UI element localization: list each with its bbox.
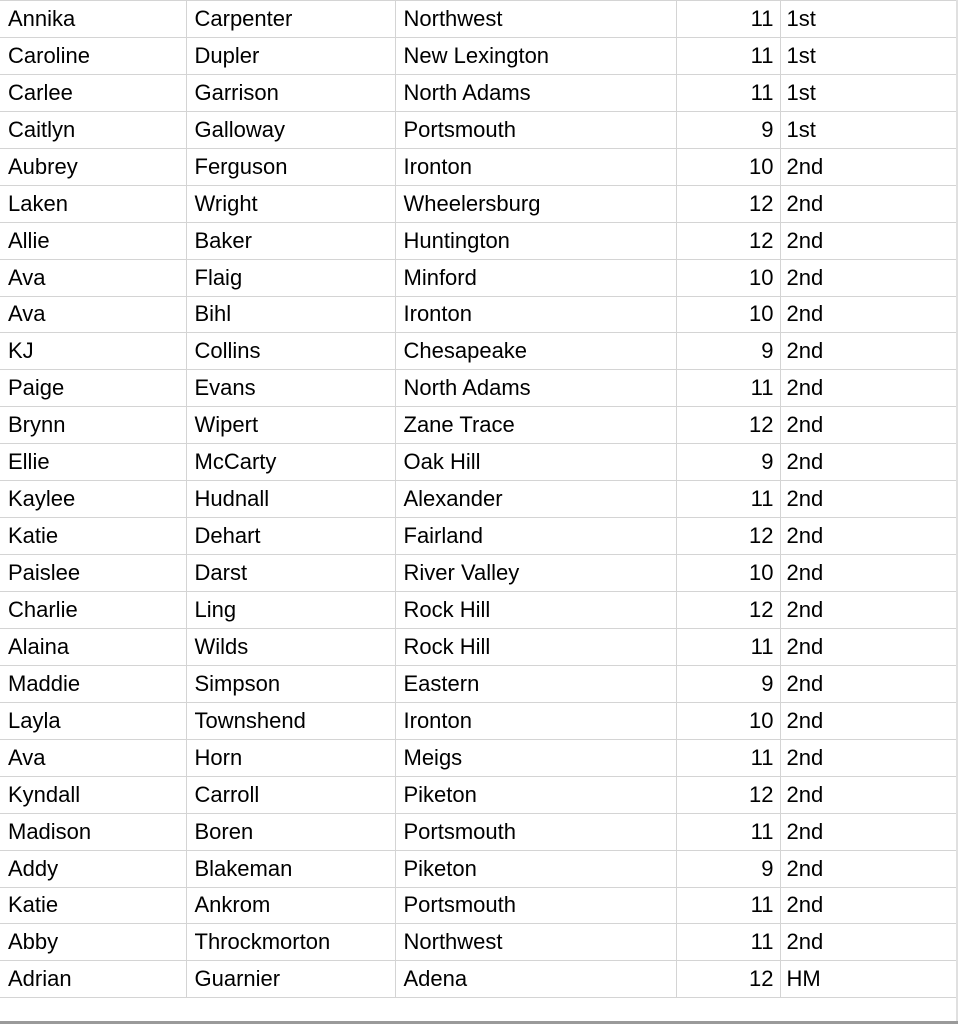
cell-first-name[interactable]: Paige <box>0 370 186 407</box>
cell-last-name[interactable]: Collins <box>186 333 395 370</box>
cell-first-name[interactable]: Maddie <box>0 665 186 702</box>
cell-last-name[interactable]: Boren <box>186 813 395 850</box>
cell-place[interactable]: 2nd <box>780 518 958 555</box>
cell-last-name[interactable]: Ferguson <box>186 148 395 185</box>
cell-school[interactable]: Oak Hill <box>395 444 676 481</box>
cell-first-name[interactable]: Ellie <box>0 444 186 481</box>
cell-grade[interactable]: 9 <box>676 111 780 148</box>
cell-grade[interactable]: 11 <box>676 481 780 518</box>
cell-first-name[interactable]: Allie <box>0 222 186 259</box>
table-row <box>0 37 958 74</box>
cell-first-name[interactable]: Ava <box>0 296 186 333</box>
cell-last-name[interactable]: Darst <box>186 555 395 592</box>
cell-school[interactable]: Piketon <box>395 776 676 813</box>
cell-last-name[interactable]: Wipert <box>186 407 395 444</box>
cell-grade[interactable]: 12 <box>676 592 780 629</box>
cell-school[interactable]: Alexander <box>395 481 676 518</box>
cell-grade[interactable]: 10 <box>676 555 780 592</box>
cell-place[interactable]: 2nd <box>780 296 958 333</box>
cell-place[interactable]: 2nd <box>780 887 958 924</box>
cell-place[interactable]: 2nd <box>780 776 958 813</box>
cell-place[interactable]: 2nd <box>780 813 958 850</box>
cell-last-name[interactable]: Baker <box>186 222 395 259</box>
table-row <box>0 555 958 592</box>
cell-last-name[interactable]: Wright <box>186 185 395 222</box>
table-row <box>0 776 958 813</box>
cell-school[interactable]: Fairland <box>395 518 676 555</box>
cell-first-name[interactable]: Addy <box>0 850 186 887</box>
cell-first-name[interactable]: Layla <box>0 702 186 739</box>
cell-first-name[interactable]: Annika <box>0 1 186 38</box>
cell-place[interactable]: HM <box>780 961 958 998</box>
cell-last-name[interactable]: Dehart <box>186 518 395 555</box>
cell-grade[interactable]: 10 <box>676 296 780 333</box>
cell-last-name[interactable]: Galloway <box>186 111 395 148</box>
cell-school[interactable]: Huntington <box>395 222 676 259</box>
cell-first-name[interactable]: Adrian <box>0 961 186 998</box>
cell-last-name[interactable]: Horn <box>186 739 395 776</box>
cell-grade[interactable]: 12 <box>676 961 780 998</box>
cell-last-name[interactable]: Blakeman <box>186 850 395 887</box>
cell-place[interactable]: 2nd <box>780 222 958 259</box>
cell-place[interactable]: 2nd <box>780 628 958 665</box>
cell-school[interactable]: River Valley <box>395 555 676 592</box>
table-row <box>0 702 958 739</box>
table-row <box>0 1 958 38</box>
cell-place[interactable]: 2nd <box>780 592 958 629</box>
cell-last-name[interactable]: Ling <box>186 592 395 629</box>
cell-first-name[interactable]: Caroline <box>0 37 186 74</box>
cell-last-name[interactable]: Carpenter <box>186 1 395 38</box>
cell-place[interactable]: 2nd <box>780 185 958 222</box>
table-row <box>0 961 958 998</box>
table-row <box>0 665 958 702</box>
cell-place[interactable]: 2nd <box>780 702 958 739</box>
cell-first-name[interactable]: Katie <box>0 518 186 555</box>
cell-last-name[interactable]: Garrison <box>186 74 395 111</box>
table-row <box>0 111 958 148</box>
table-row <box>0 887 958 924</box>
cell-school[interactable]: Rock Hill <box>395 628 676 665</box>
table-row <box>0 592 958 629</box>
cell-school[interactable]: Eastern <box>395 665 676 702</box>
cell-first-name[interactable]: Brynn <box>0 407 186 444</box>
table-row <box>0 333 958 370</box>
cell-place[interactable]: 2nd <box>780 259 958 296</box>
cell-grade[interactable]: 11 <box>676 813 780 850</box>
cell-first-name[interactable]: Caitlyn <box>0 111 186 148</box>
cell-place[interactable]: 1st <box>780 37 958 74</box>
table-row <box>0 222 958 259</box>
cell-place[interactable]: 2nd <box>780 924 958 961</box>
cell-place[interactable]: 2nd <box>780 370 958 407</box>
cell-school[interactable]: Zane Trace <box>395 407 676 444</box>
cell-school[interactable]: Wheelersburg <box>395 185 676 222</box>
table-body <box>0 1 958 998</box>
cell-grade[interactable]: 11 <box>676 370 780 407</box>
cell-grade[interactable]: 11 <box>676 1 780 38</box>
cell-last-name[interactable]: Townshend <box>186 702 395 739</box>
cell-place[interactable]: 2nd <box>780 665 958 702</box>
cell-place[interactable]: 2nd <box>780 850 958 887</box>
cell-first-name[interactable]: Paislee <box>0 555 186 592</box>
cell-school[interactable]: Portsmouth <box>395 887 676 924</box>
cell-grade[interactable]: 12 <box>676 776 780 813</box>
cell-school[interactable]: Ironton <box>395 702 676 739</box>
cell-grade[interactable]: 10 <box>676 259 780 296</box>
table-row <box>0 74 958 111</box>
cell-first-name[interactable]: Alaina <box>0 628 186 665</box>
cell-first-name[interactable]: KJ <box>0 333 186 370</box>
table-row <box>0 407 958 444</box>
cell-school[interactable]: North Adams <box>395 74 676 111</box>
cell-place[interactable]: 2nd <box>780 739 958 776</box>
cell-grade[interactable]: 11 <box>676 37 780 74</box>
cell-grade[interactable]: 11 <box>676 628 780 665</box>
cell-school[interactable]: Minford <box>395 259 676 296</box>
cell-place[interactable]: 2nd <box>780 333 958 370</box>
cell-grade[interactable]: 12 <box>676 185 780 222</box>
cell-last-name[interactable]: Hudnall <box>186 481 395 518</box>
cell-first-name[interactable]: Laken <box>0 185 186 222</box>
cell-last-name[interactable]: Guarnier <box>186 961 395 998</box>
cell-school[interactable]: Portsmouth <box>395 813 676 850</box>
cell-last-name[interactable]: McCarty <box>186 444 395 481</box>
cell-grade[interactable]: 11 <box>676 739 780 776</box>
cell-place[interactable]: 2nd <box>780 481 958 518</box>
cell-grade[interactable]: 11 <box>676 887 780 924</box>
cell-place[interactable]: 2nd <box>780 555 958 592</box>
cell-grade[interactable]: 10 <box>676 702 780 739</box>
table-row <box>0 850 958 887</box>
cell-grade[interactable]: 12 <box>676 407 780 444</box>
cell-grade[interactable]: 12 <box>676 518 780 555</box>
cell-first-name[interactable]: Kaylee <box>0 481 186 518</box>
cell-last-name[interactable]: Ankrom <box>186 887 395 924</box>
cell-last-name[interactable]: Bihl <box>186 296 395 333</box>
cell-grade[interactable]: 10 <box>676 148 780 185</box>
cell-school[interactable]: Chesapeake <box>395 333 676 370</box>
cell-last-name[interactable]: Dupler <box>186 37 395 74</box>
cell-first-name[interactable]: Aubrey <box>0 148 186 185</box>
cell-place[interactable]: 2nd <box>780 444 958 481</box>
table-row <box>0 813 958 850</box>
cell-school[interactable]: Portsmouth <box>395 111 676 148</box>
table-row <box>0 296 958 333</box>
cell-place[interactable]: 2nd <box>780 407 958 444</box>
cell-first-name[interactable]: Carlee <box>0 74 186 111</box>
cell-school[interactable]: Meigs <box>395 739 676 776</box>
cell-place[interactable]: 1st <box>780 1 958 38</box>
cell-school[interactable]: Adena <box>395 961 676 998</box>
table-row <box>0 481 958 518</box>
cell-place[interactable]: 2nd <box>780 148 958 185</box>
cell-last-name[interactable]: Carroll <box>186 776 395 813</box>
table-row <box>0 628 958 665</box>
cell-school[interactable]: North Adams <box>395 370 676 407</box>
table-row <box>0 518 958 555</box>
cell-place[interactable]: 1st <box>780 111 958 148</box>
cell-place[interactable]: 1st <box>780 74 958 111</box>
cell-first-name[interactable]: Ava <box>0 259 186 296</box>
cell-grade[interactable]: 9 <box>676 850 780 887</box>
table-row <box>0 739 958 776</box>
cell-first-name[interactable]: Kyndall <box>0 776 186 813</box>
table-row <box>0 444 958 481</box>
cell-grade[interactable]: 9 <box>676 333 780 370</box>
cell-grade[interactable]: 9 <box>676 665 780 702</box>
cell-first-name[interactable]: Madison <box>0 813 186 850</box>
cell-grade[interactable]: 12 <box>676 222 780 259</box>
cell-first-name[interactable]: Ava <box>0 739 186 776</box>
cell-school[interactable]: Northwest <box>395 1 676 38</box>
cell-school[interactable]: Ironton <box>395 296 676 333</box>
cell-first-name[interactable]: Charlie <box>0 592 186 629</box>
table-row <box>0 148 958 185</box>
cell-grade[interactable]: 11 <box>676 74 780 111</box>
table-row <box>0 259 958 296</box>
cell-first-name[interactable]: Katie <box>0 887 186 924</box>
cell-last-name[interactable]: Flaig <box>186 259 395 296</box>
cell-last-name[interactable]: Wilds <box>186 628 395 665</box>
cell-grade[interactable]: 9 <box>676 444 780 481</box>
cell-school[interactable]: Piketon <box>395 850 676 887</box>
cell-school[interactable]: New Lexington <box>395 37 676 74</box>
table-row <box>0 185 958 222</box>
table-row <box>0 924 958 961</box>
cell-grade[interactable]: 11 <box>676 924 780 961</box>
cell-last-name[interactable]: Simpson <box>186 665 395 702</box>
cell-first-name[interactable]: Abby <box>0 924 186 961</box>
cell-school[interactable]: Northwest <box>395 924 676 961</box>
cell-last-name[interactable]: Evans <box>186 370 395 407</box>
table-row <box>0 370 958 407</box>
cell-last-name[interactable]: Throckmorton <box>186 924 395 961</box>
cell-school[interactable]: Rock Hill <box>395 592 676 629</box>
cell-school[interactable]: Ironton <box>395 148 676 185</box>
